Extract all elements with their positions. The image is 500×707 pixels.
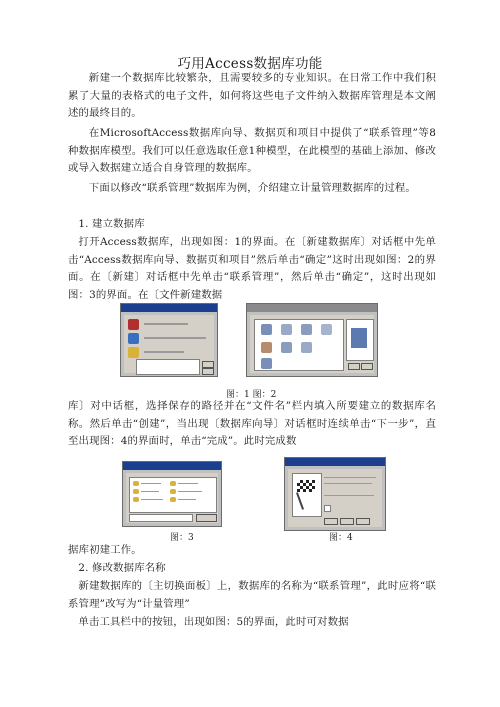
ok-button[interactable] <box>202 361 214 368</box>
paragraph-toolbar: 单击工具栏中的按钮，出现如图：5的界面，此时可对数据 <box>78 616 349 628</box>
recent-files-list[interactable] <box>136 359 200 375</box>
file-list[interactable] <box>129 477 217 513</box>
back-button[interactable] <box>324 518 338 525</box>
template-inventory-icon[interactable] <box>281 342 292 353</box>
access-key-icon <box>128 319 139 330</box>
checkered-flag-icon <box>292 473 322 517</box>
next-button[interactable] <box>340 518 354 525</box>
template-events-icon[interactable] <box>321 324 332 335</box>
template-orders-icon[interactable] <box>301 324 312 335</box>
ok-button[interactable] <box>348 363 360 370</box>
paragraph-models: 在MicrosoftAccess数据库向导、数据页和项目中提供了“联系管理”等8种数据库模型。我们可以任意选取任意1种模型，在此模型的基础上添加、修改或导入数据建立适合自身管理的数据库。 <box>68 127 436 175</box>
paragraph-rename: 新建数据库的〔主切换面板〕上，数据库的名称为“联系管理”，此时应将“联系管理”改写为“计量管理” <box>68 580 436 610</box>
paragraph-example: 下面以修改“联系管理”数据库为例，介绍建立计量管理数据库的过程。 <box>88 182 416 194</box>
cancel-button[interactable] <box>202 368 214 375</box>
caption-figure-4: 图：4 <box>329 533 353 543</box>
template-list[interactable] <box>254 319 344 371</box>
paragraph-create-finish: 据库初建工作。 <box>68 544 142 556</box>
template-assets-icon[interactable] <box>281 324 292 335</box>
folder-icon <box>128 347 139 358</box>
finish-button[interactable] <box>356 518 370 525</box>
caption-figure-1-2: 图：1 图：2 <box>226 390 277 400</box>
paragraph-intro: 新建一个数据库比较繁杂，且需要较多的专业知识。在日常工作中我们积累了大量的表格式的电子文件，如何将这些电子文件纳入数据库管理是本文阐述的最终目的。 <box>68 72 436 120</box>
paragraph-create-steps: 打开Access数据库，出现如图：1的界面。在〔新建数据库〕对话框中先单击“Access数据库向导、数据页和项目”然后单击“确定”这时出现如图：2的界面。在〔新建〕对话框中先单击“联系管理”，然后单击“确定”，这时出现如图：3的界面。在〔文件新建数据 <box>68 236 436 301</box>
start-database-checkbox[interactable] <box>324 505 331 512</box>
template-preview <box>346 319 374 361</box>
figure-2-screenshot <box>246 303 378 377</box>
heading-create-database: 1. 建立数据库 <box>78 218 145 230</box>
heading-rename-database: 2. 修改数据库名称 <box>78 562 166 574</box>
template-expenses-icon[interactable] <box>261 342 272 353</box>
template-resources-icon[interactable] <box>301 342 312 353</box>
figure-3-screenshot <box>122 461 222 527</box>
wizard-icon <box>128 333 139 344</box>
cancel-button[interactable] <box>361 363 373 370</box>
create-button[interactable] <box>196 514 217 522</box>
caption-figure-3: 图：3 <box>170 533 194 543</box>
file-name-input[interactable] <box>129 514 193 522</box>
figure-1-screenshot <box>120 303 218 377</box>
paragraph-create-continued: 库〕对中话框，选择保存的路径并在“文件名”栏内填入所要建立的数据库名称。然后单击“创建”，当出现〔数据库向导〕对话框时连续单击“下一步”，直至出现图：4的界面时，单击“完成”。此时完成数 <box>68 400 436 448</box>
template-timebilling-icon[interactable] <box>261 358 272 369</box>
document-title: 巧用Access数据库功能 <box>177 56 323 72</box>
template-contacts-icon[interactable] <box>261 324 272 335</box>
figure-4-screenshot <box>284 457 386 531</box>
